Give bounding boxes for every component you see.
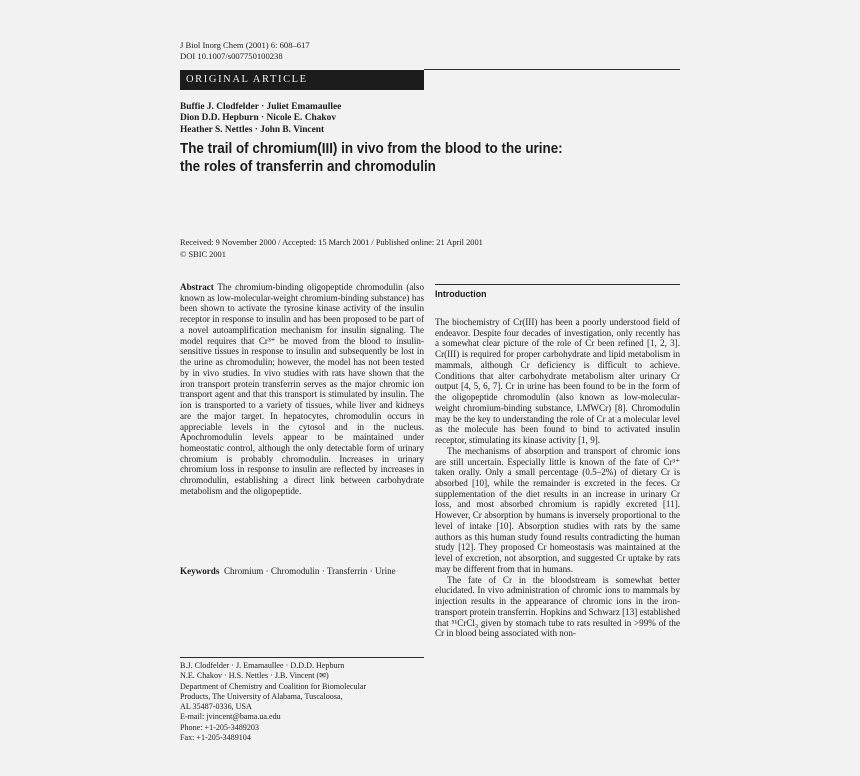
corr-line: B.J. Clodfelder · J. Emamaullee · D.D.D. Hepburn [180, 661, 345, 670]
copyright: © SBIC 2001 [180, 249, 226, 259]
footnote-rule [180, 657, 424, 658]
corr-line: AL 35487-0336, USA [180, 702, 252, 712]
article-title [180, 140, 640, 176]
keywords-text: Chromium · Chromodulin · Transferrin · Urine [223, 566, 396, 576]
author-line: Heather S. Nettles · John B. Vincent [180, 124, 325, 135]
abstract [180, 282, 424, 497]
intro-paragraph: The biochemistry of Cr(III) has been a poorly understood field of endeavor. Despite four decades of investigation, only recently has a somewhat clear picture of the role of Cr been refined [1, 2, 3]. Cr(III) is required for proper carbohydrate and lipid metabolism in mammals, although Cr deficiency is difficult to achieve. Conditions that alter carbohydrate metabolism alter urinary Cr output [4, 5, 6, 7]. Cr in urine has been found to be in the form of the oligopeptide chromodulin (also known as low-molecular-weight chromium-binding substance, LMWCr) [8]. Chromodulin may be the key to understanding the role of Cr at a molecular level as the molecule has been found to bind to activated insulin receptor, stimulating its kinase activity [1, 9]. [435, 317, 680, 446]
author-list [180, 102, 341, 136]
introduction-body [435, 317, 680, 639]
journal-citation: J Biol Inorg Chem (2001) 6: 608–617 [180, 40, 310, 50]
author-line: Buffie J. Clodfelder · Juliet Emamaullee [180, 102, 342, 112]
corr-email[interactable]: E-mail: jvincent@bama.ua.edu [180, 712, 281, 722]
doi: DOI 10.1007/s007750100238 [180, 51, 283, 61]
corr-fax: Fax: +1-205-3489104 [180, 733, 251, 743]
intro-paragraph: The fate of Cr in the bloodstream is somewhat better elucidated. In vivo administration of chromic ions to mammals by injection results in the appearance of chromic ions in the iron-transport protein transferrin. Hopkins and Schwarz [13] established that ⁵¹CrCl₃ given by stomach tube to rats resulted in >99% of the Cr in blood being associated with non- [435, 574, 680, 639]
title-line: the roles of transferrin and chromodulin [180, 159, 436, 175]
author-line: Dion D.D. Hepburn · Nicole E. Chakov [180, 113, 337, 124]
intro-rule [435, 284, 680, 285]
corr-line: Department of Chemistry and Coalition for Biomolecular [180, 681, 367, 691]
dates-line: Received: 9 November 2000 / Accepted: 15 March 2001 / Published online: 21 April 2001 [180, 238, 483, 247]
keywords-label: Keywords [180, 566, 220, 576]
corr-line: N.E. Chakov · H.S. Nettles · J.B. Vincent (✉) [180, 671, 329, 681]
section-heading-introduction: Introduction [435, 289, 487, 300]
intro-paragraph: The mechanisms of absorption and transport of chromic ions are still uncertain. Especially little is known of the fate of Cr³⁺ taken orally. Only a small percentage (0.5–2%) of dietary Cr is absorbed [10], while the remainder is excreted in the feces. Cr supplementation of the diet results in an increase in urinary Cr loss, and most absorbed chromium is rapidly excreted [11]. However, Cr absorption by humans is inversely proportional to the level of intake [10]. Absorption studies with rats by the same authors as this human study found results contradicting the human study [12]. They proposed Cr homeostasis was maintained at the level of excretion, not absorption, and suggested Cr uptake by rats may be different from that in humans. [435, 445, 680, 574]
header-rule [424, 69, 680, 70]
corr-phone: Phone: +1-205-3489203 [180, 722, 259, 732]
keywords [180, 566, 424, 577]
abstract-text: The chromium-binding oligopeptide chromodulin (also known as low-molecular-weight chromium-binding substance) has been shown to activate the tyrosine kinase activity of the insulin receptor in response to insulin and has been proposed to be part of a novel autoamplification mechanism for insulin signaling. The model requires that Cr³⁺ be moved from the blood to insulin-sensitive tissues in response to insulin and subsequently be lost in the urine as chromodulin; however, the model has not been tested by in vivo studies. In vivo studies with rats have shown that the iron transport protein transferrin serves as the major chromic ion transport agent and that this transport is stimulated by insulin. The ion is transported to a variety of tissues, while liver and kidneys are the major target. In hepatocytes, chromodulin occurs in appreciable levels in the cytosol and in the nucleus. Apochromodulin levels appear to be maintained under homeostatic control, although the only detectable form of urinary chromium is probably chromodulin. Increases in urinary chromium loss in response to insulin are reflected by increases in chromodulin, establishing a direct link between carbohydrate metabolism and the oligopeptide. [180, 282, 424, 496]
corr-line: Products, The University of Alabama, Tuscaloosa, [180, 691, 343, 701]
abstract-label: Abstract [180, 282, 214, 292]
correspondence-block [180, 661, 424, 743]
article-type-banner: ORIGINAL ARTICLE [180, 70, 424, 90]
title-line: The trail of chromium(III) in vivo from the blood to the urine: [180, 141, 563, 157]
publication-dates [180, 237, 483, 260]
